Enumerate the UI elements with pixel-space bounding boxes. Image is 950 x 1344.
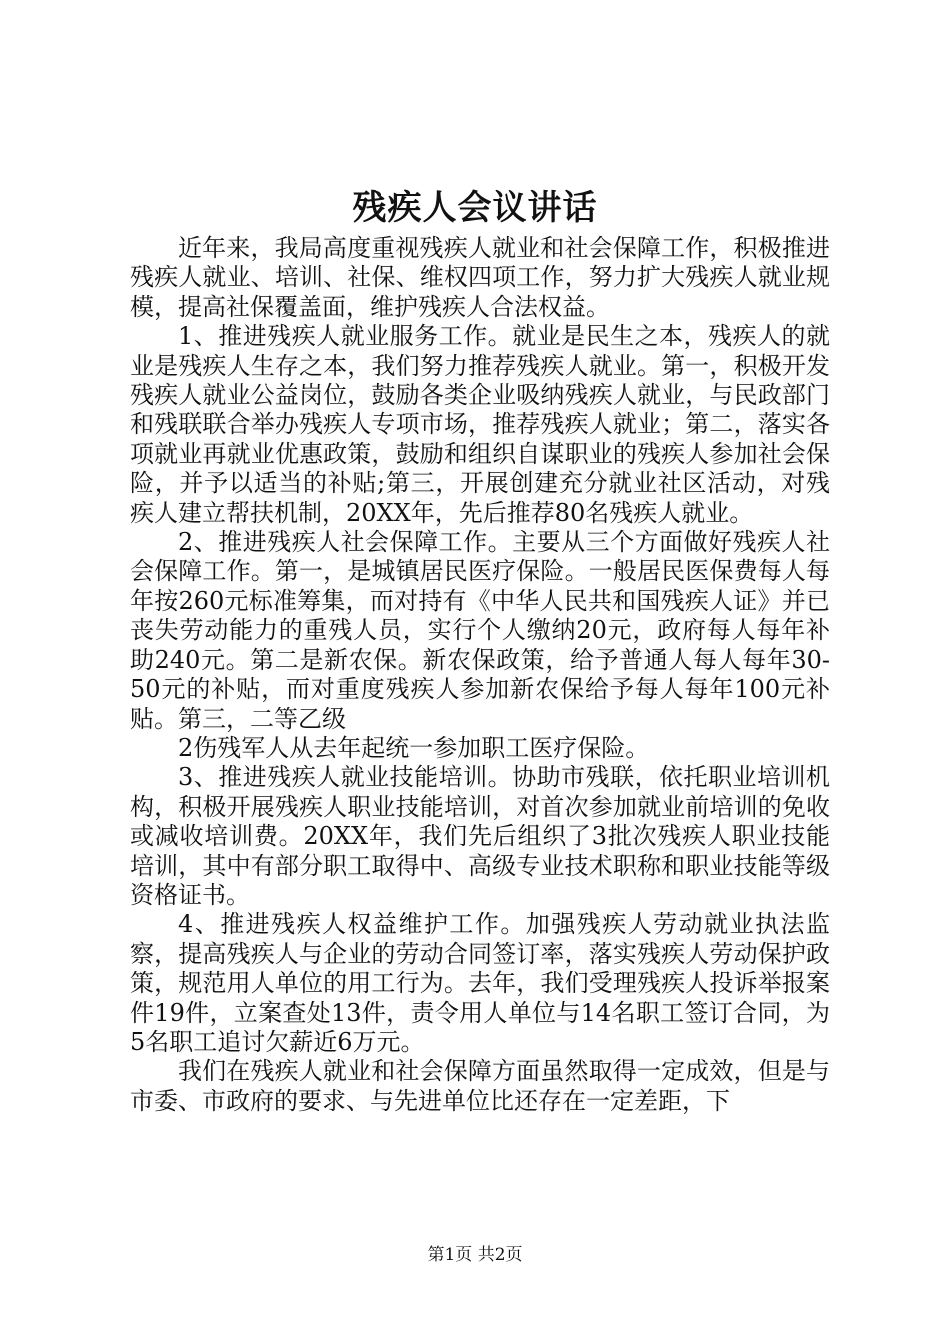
document-body xyxy=(130,234,830,1116)
paragraph-employment-service: 1、推进残疾人就业服务工作。就业是民生之本，残疾人的就业是残疾人生存之本，我们努力推荐残疾人就业。第一，积极开发残疾人就业公益岗位，鼓励各类企业吸纳残疾人就业，与民政部门和残联联合举办残疾人专项市场，推荐残疾人就业；第二，落实各项就业再就业优惠政策，鼓励和组织自谋职业的残疾人参加社会保险，并予以适当的补贴;第三，开展创建充分就业社区活动，对残疾人建立帮扶机制，20XX年，先后推荐80名残疾人就业。 xyxy=(130,322,830,527)
page-number-footer: 第1页 共2页 xyxy=(427,1245,523,1265)
document-title: 残疾人会议讲话 xyxy=(352,188,598,228)
paragraph-conclusion: 我们在残疾人就业和社会保障方面虽然取得一定成效，但是与市委、市政府的要求、与先进单位比还存在一定差距，下 xyxy=(130,1057,830,1115)
paragraph-skills-training: 3、推进残疾人就业技能培训。协助市残联，依托职业培训机构，积极开展残疾人职业技能培训，对首次参加就业前培训的免收或减收培训费。20XX年，我们先后组织了3批次残疾人职业技能培训，其中有部分职工取得中、高级专业技术职称和职业技能等级资格证书。 xyxy=(130,763,830,909)
paragraph-social-security: 2、推进残疾人社会保障工作。主要从三个方面做好残疾人社会保障工作。第一，是城镇居民医疗保险。一般居民医保费每人每年按260元标准筹集，而对持有《中华人民共和国残疾人证》并已丧失劳动能力的重残人员，实行个人缴纳20元，政府每人每年补助240元。第二是新农保。新农保政策，给予普通人每人每年30-50元的补贴，而对重度残疾人参加新农保给予每人每年100元补贴。第三，二等乙级 xyxy=(130,528,830,733)
paragraph-intro: 近年来，我局高度重视残疾人就业和社会保障工作，积极推进残疾人就业、培训、社保、维权四项工作，努力扩大残疾人就业规模，提高社保覆盖面，维护残疾人合法权益。 xyxy=(130,234,830,321)
paragraph-rights-protection: 4、推进残疾人权益维护工作。加强残疾人劳动就业执法监察，提高残疾人与企业的劳动合同签订率，落实残疾人劳动保护政策，规范用人单位的用工行为。去年，我们受理残疾人投诉举报案件19件，立案查处13件，责令用人单位与14名职工签订合同，为5名职工追讨欠薪近6万元。 xyxy=(130,910,830,1056)
paragraph-veterans: 2伤残军人从去年起统一参加职工医疗保险。 xyxy=(178,733,650,762)
